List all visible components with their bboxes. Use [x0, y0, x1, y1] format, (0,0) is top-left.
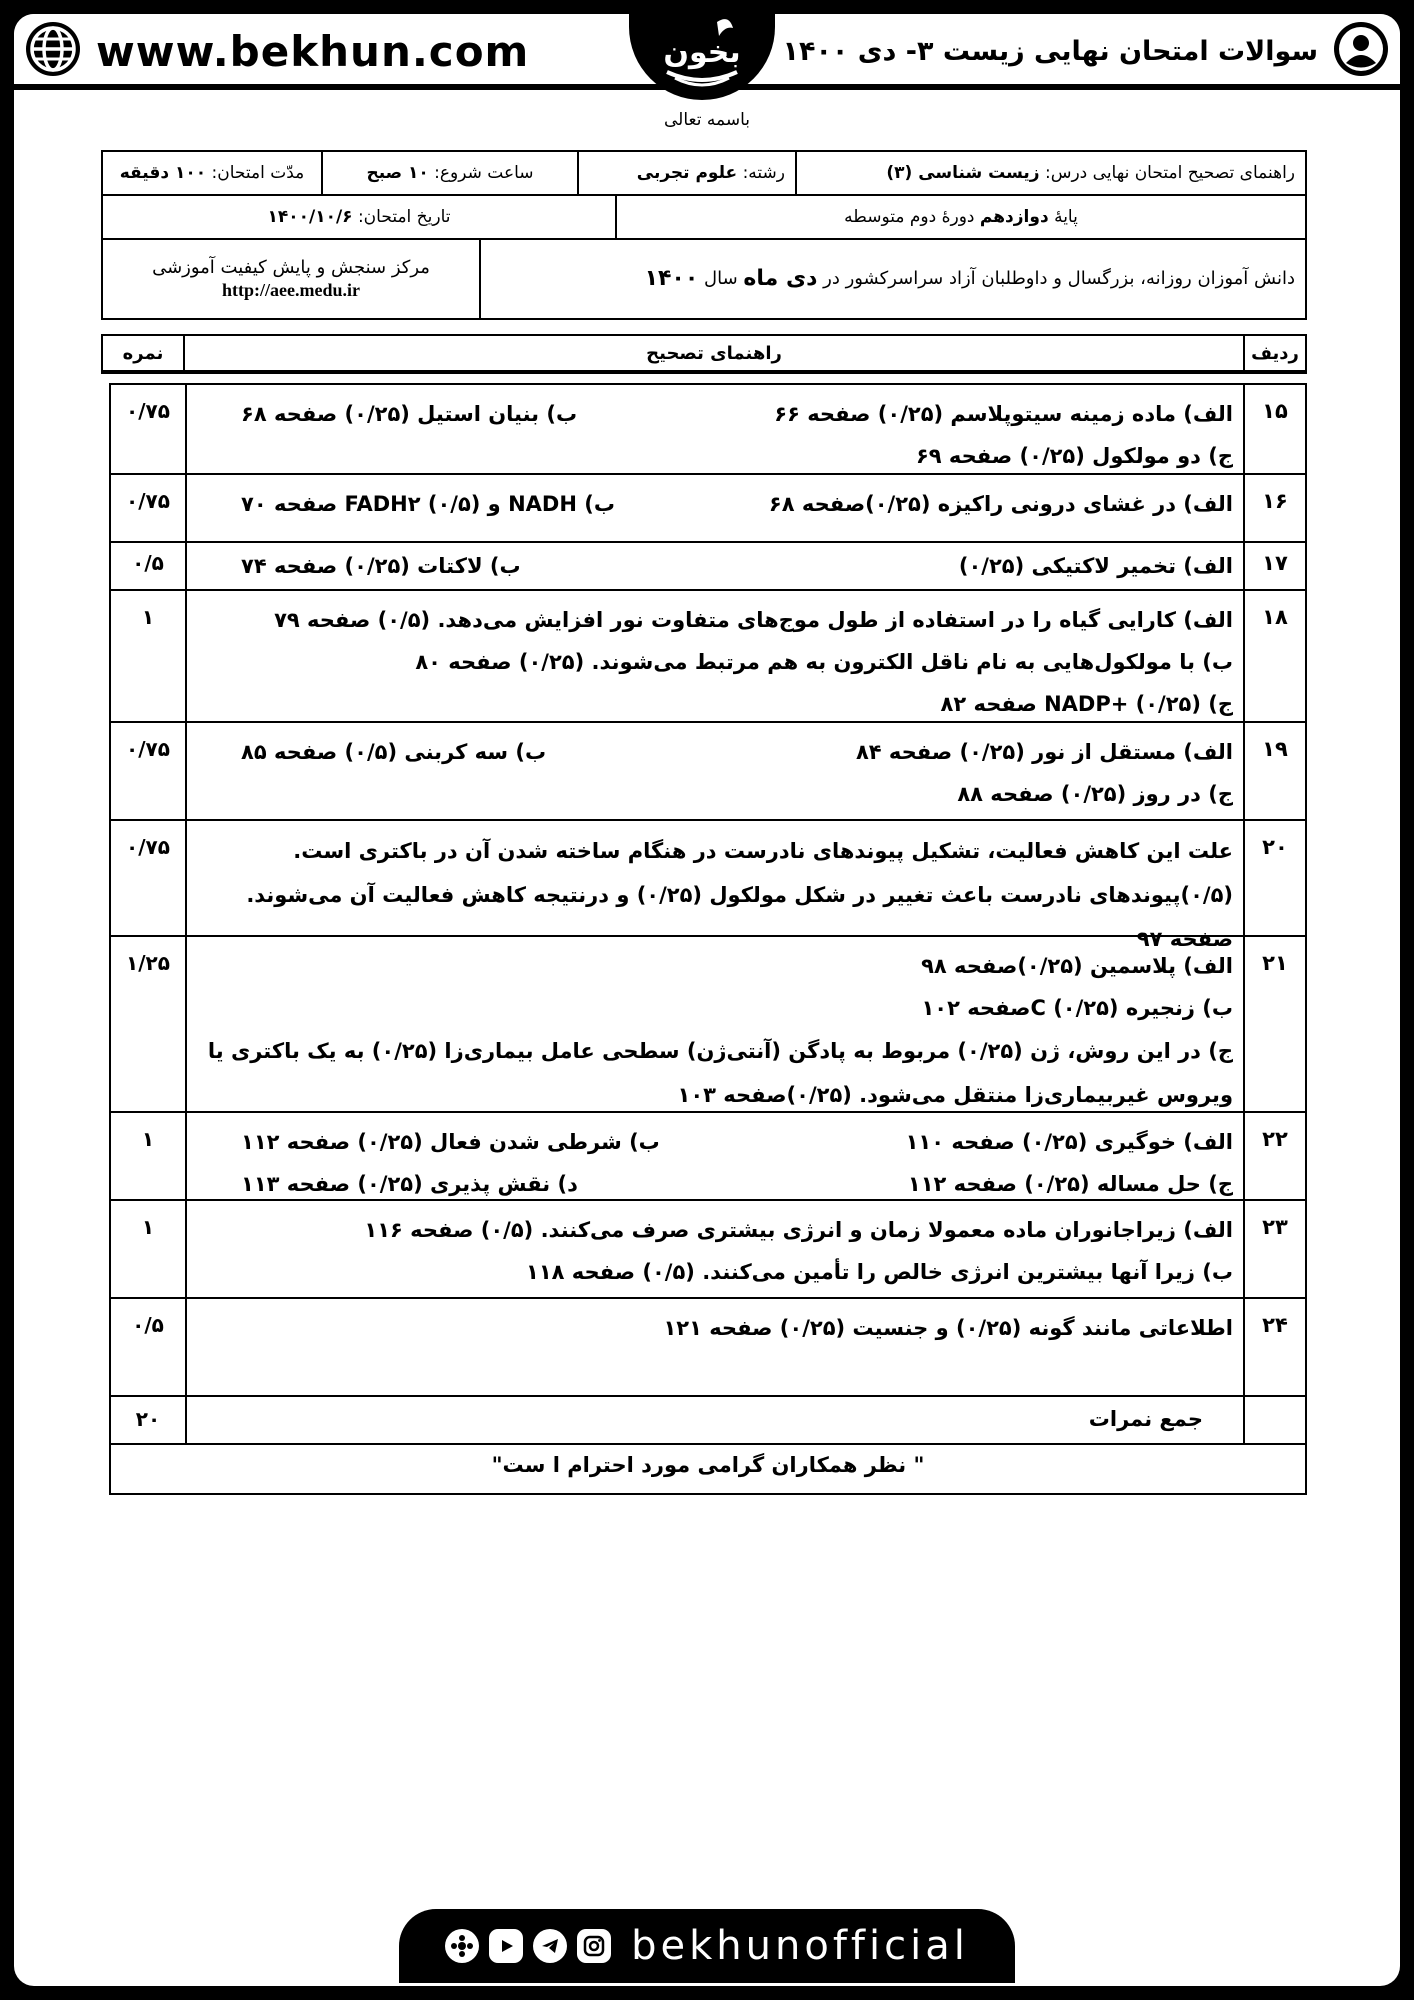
table-row	[111, 475, 1305, 543]
page	[14, 14, 1400, 1986]
answer-line: ج) در این روش، ژن (۰/۲۵) مربوط به پادگن (آنتی‌ژن) سطحی عامل بیماری‌زا (۰/۲۵) به یک باکتری یا ویروس غیربیماری‌زا منتقل می‌شود. (۰/۲۵)صفحه ۱۰۳	[207, 1039, 1233, 1107]
field-name: علوم تجربی	[636, 162, 738, 183]
answer-line: اطلاعاتی مانند گونه (۰/۲۵) و جنسیت (۰/۲۵) صفحه ۱۲۱	[663, 1316, 1233, 1340]
year-label: سال	[704, 268, 738, 290]
total-label: جمع نمرات	[185, 1397, 1243, 1443]
row-score: ۱	[141, 1127, 155, 1151]
center-cell	[103, 240, 479, 318]
answer-cell	[185, 723, 1243, 819]
answers-table	[109, 383, 1307, 1495]
course-cell	[795, 152, 1305, 194]
footer-note: " نظر همکاران گرامی مورد احترام ا ست"	[491, 1453, 925, 1477]
date-label: تاریخ امتحان:	[357, 206, 451, 227]
total-score: ۲۰	[135, 1407, 161, 1431]
duration-cell	[103, 152, 321, 194]
telegram-icon[interactable]	[533, 1929, 567, 1963]
center-url[interactable]: http://aee.medu.ir	[222, 280, 360, 300]
row-number: ۱۶	[1243, 475, 1305, 541]
table-row	[111, 385, 1305, 475]
answer-line: ج) در روز (۰/۲۵) صفحه ۸۸	[957, 782, 1233, 806]
start-cell	[321, 152, 577, 194]
row-number: ۲۴	[1243, 1299, 1305, 1395]
row-number: ۱۹	[1243, 723, 1305, 819]
col-row-header: ردیف	[1243, 336, 1305, 370]
row-number: ۲۲	[1243, 1113, 1305, 1199]
row-number: ۱۵	[1243, 385, 1305, 473]
answer-cell	[185, 591, 1243, 721]
answer-line: ج) حل مساله (۰/۲۵) صفحه ۱۱۲	[907, 1172, 1233, 1196]
duration-label: مدّت امتحان:	[211, 162, 305, 183]
answer-cell	[185, 475, 1243, 541]
site-link[interactable]	[24, 20, 529, 82]
film-reel-icon[interactable]	[445, 1929, 479, 1963]
answer-line: ب) لاکتات (۰/۲۵) صفحه ۷۴	[241, 554, 521, 578]
row-number: ۱۷	[1243, 543, 1305, 589]
answer-line: ب) شرطی شدن فعال (۰/۲۵) صفحه ۱۱۲	[241, 1130, 660, 1154]
start-time: ۱۰ صبح	[366, 162, 429, 183]
row-number: ۱۸	[1243, 591, 1305, 721]
answer-cell	[185, 821, 1243, 951]
table-row	[111, 1299, 1305, 1397]
answer-cell	[185, 1201, 1243, 1297]
social-handle[interactable]: bekhunofficial	[631, 1923, 969, 1969]
answer-line: علت این کاهش فعالیت، تشکیل پیوندهای نادرست در هنگام ساخته شدن آن در باکتری است. (۰/۵)پیوندهای نادرست باعث تغییر در شکل مولکول (۰/۲۵) و درنتیجه کاهش فعالیت آن می‌شوند. صفحه ۹۷	[246, 839, 1233, 951]
answer-cell	[185, 385, 1243, 473]
exam-year: ۱۴۰۰	[644, 265, 699, 291]
answer-cell	[185, 543, 1243, 589]
duration: ۱۰۰ دقیقه	[119, 162, 207, 183]
row-score: ۰/۷۵	[126, 737, 170, 761]
table-header	[101, 334, 1307, 374]
row-score: ۱	[141, 1215, 155, 1239]
table-row	[111, 1113, 1305, 1201]
table-row	[111, 723, 1305, 821]
grade: دوازدهم	[979, 206, 1049, 227]
row-score: ۱/۲۵	[126, 951, 170, 975]
top-banner	[14, 14, 1400, 90]
exam-month: دی ماه	[743, 265, 818, 291]
answer-cell	[185, 1299, 1243, 1395]
row-number: ۲۱	[1243, 937, 1305, 1111]
col-guide-header: راهنمای تصحیح	[183, 336, 1243, 370]
row-number: ۲۰	[1243, 821, 1305, 935]
instagram-icon[interactable]	[577, 1929, 611, 1963]
total-row	[111, 1397, 1305, 1445]
banner-title: سوالات امتحان نهایی زیست ۳- دی ۱۴۰۰	[782, 35, 1318, 67]
answer-line: ج) دو مولکول (۰/۲۵) صفحه ۶۹	[915, 444, 1233, 468]
banner-title-group	[782, 20, 1390, 82]
row-score: ۰/۵	[132, 1313, 164, 1337]
students-text: دانش آموزان روزانه، بزرگسال و داوطلبان آزاد سراسرکشور در	[823, 268, 1295, 290]
course-name: زیست شناسی (۳)	[886, 162, 1040, 183]
answer-line: الف) تخمیر لاکتیکی (۰/۲۵)	[958, 554, 1233, 578]
site-url[interactable]: www.bekhun.com	[96, 26, 530, 76]
exam-date: ۱۴۰۰/۱۰/۶	[267, 206, 353, 227]
guide-label: راهنمای تصحیح امتحان نهایی درس:	[1044, 162, 1295, 183]
start-label: ساعت شروع:	[434, 162, 534, 183]
answer-line: ب) با مولکول‌هایی به نام ناقل الکترون به هم مرتبط می‌شوند. (۰/۲۵) صفحه ۸۰	[415, 650, 1233, 674]
answer-line: ب) NADH و FADH۲ (۰/۵) صفحه ۷۰	[241, 492, 615, 516]
date-cell	[103, 196, 615, 238]
table-row	[111, 543, 1305, 591]
exam-info	[101, 150, 1307, 320]
answer-line: ب) زنجیره C (۰/۲۵)صفحه ۱۰۲	[921, 996, 1233, 1020]
bismillah: باسمه تعالی	[664, 110, 750, 130]
row-score: ۰/۵	[132, 551, 164, 575]
row-score: ۰/۷۵	[126, 399, 170, 423]
row-number: ۲۳	[1243, 1201, 1305, 1297]
bekhun-logo	[629, 14, 775, 100]
row-score: ۱	[141, 605, 155, 629]
youtube-icon[interactable]	[489, 1929, 523, 1963]
answer-line: د) نقش پذیری (۰/۲۵) صفحه ۱۱۳	[241, 1172, 578, 1196]
table-row	[111, 591, 1305, 723]
total-row-number	[1243, 1397, 1305, 1443]
answer-line: ب) زیرا آنها بیشترین انرژی خالص را تأمین می‌کنند. (۰/۵) صفحه ۱۱۸	[526, 1260, 1233, 1284]
center-name: مرکز سنجش و پایش کیفیت آموزشی	[152, 256, 430, 278]
table-row	[111, 821, 1305, 951]
answer-line: الف) ماده زمینه سیتوپلاسم (۰/۲۵) صفحه ۶۶	[774, 402, 1233, 426]
answer-line: الف) در غشای درونی راکیزه (۰/۲۵)صفحه ۶۸	[768, 492, 1233, 516]
answer-line: ب) بنیان استیل (۰/۲۵) صفحه ۶۸	[241, 402, 578, 426]
answer-line: الف) زیراجانوران ماده معمولا زمان و انرژی بیشتری صرف می‌کنند. (۰/۵) صفحه ۱۱۶	[364, 1218, 1233, 1242]
grade-cell	[615, 196, 1305, 238]
students-cell	[479, 240, 1305, 318]
row-score: ۰/۷۵	[126, 489, 170, 513]
field-cell	[577, 152, 795, 194]
answer-cell	[185, 1113, 1243, 1199]
answer-line: الف) مستقل از نور (۰/۲۵) صفحه ۸۴	[855, 740, 1233, 764]
social-bar	[399, 1909, 1015, 1983]
answer-line: ج) NADP+ (۰/۲۵) صفحه ۸۲	[940, 692, 1233, 716]
footer-note-row	[111, 1445, 1305, 1493]
user-icon[interactable]	[1332, 20, 1390, 82]
answer-line: الف) پلاسمین (۰/۲۵)صفحه ۹۸	[921, 954, 1233, 978]
grade-suffix: دورهٔ دوم متوسطه	[844, 206, 975, 227]
answer-cell	[185, 937, 1243, 1111]
answer-line: الف) خوگیری (۰/۲۵) صفحه ۱۱۰	[905, 1130, 1233, 1154]
answer-line: ب) سه کربنی (۰/۵) صفحه ۸۵	[241, 740, 547, 764]
field-label: رشته:	[742, 162, 785, 183]
row-score: ۰/۷۵	[126, 835, 170, 859]
table-row	[111, 937, 1305, 1113]
svg-text:بخون: بخون	[663, 35, 741, 70]
answer-line: الف) کارایی گیاه را در استفاده از طول موج‌های متفاوت نور افزایش می‌دهد. (۰/۵) صفحه ۷۹	[274, 608, 1233, 632]
col-score-header: نمره	[122, 342, 164, 364]
grade-label: پایهٔ	[1054, 206, 1078, 227]
globe-icon	[24, 20, 82, 82]
table-row	[111, 1201, 1305, 1299]
